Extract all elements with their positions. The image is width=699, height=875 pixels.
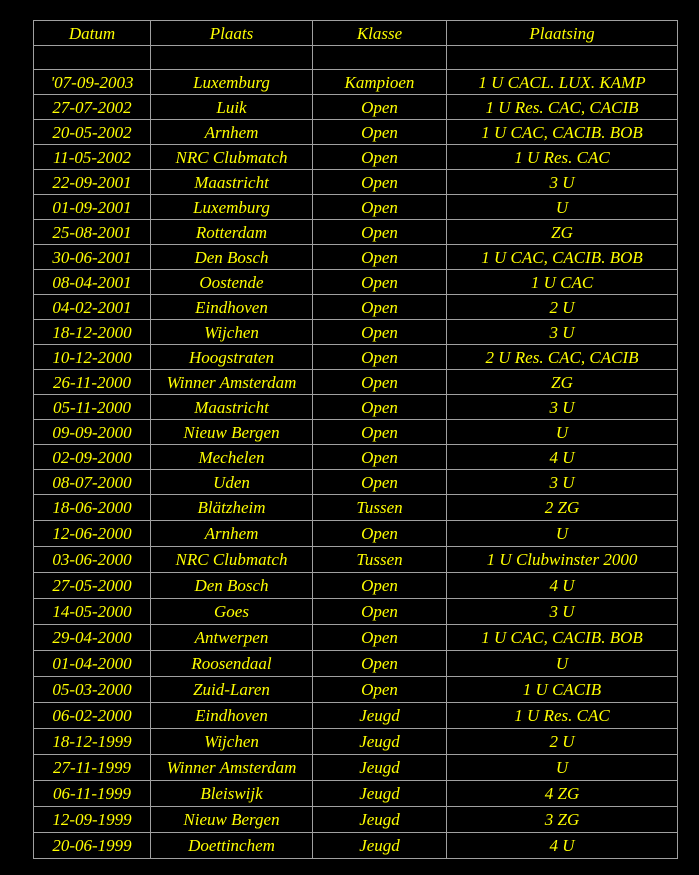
date-cell: 03-06-2000 — [34, 547, 151, 573]
placement-cell: 1 U Res. CAC — [447, 703, 678, 729]
date-cell: 26-11-2000 — [34, 370, 151, 395]
class-cell: Jeugd — [313, 781, 447, 807]
table-row — [34, 495, 678, 521]
placement-cell: 3 U — [447, 170, 678, 195]
date-cell: 14-05-2000 — [34, 599, 151, 625]
table-row — [34, 755, 678, 781]
place-cell: Wijchen — [151, 320, 313, 345]
class-cell: Open — [313, 195, 447, 220]
place-cell: Blätzheim — [151, 495, 313, 521]
place-cell: Eindhoven — [151, 295, 313, 320]
placement-cell: 2 ZG — [447, 495, 678, 521]
empty-cell — [34, 46, 151, 70]
placement-cell: 3 ZG — [447, 807, 678, 833]
empty-cell — [447, 46, 678, 70]
place-cell: Hoogstraten — [151, 345, 313, 370]
table-row — [34, 120, 678, 145]
place-cell: Uden — [151, 470, 313, 495]
placement-cell: 1 U Res. CAC, CACIB — [447, 95, 678, 120]
place-cell: Den Bosch — [151, 245, 313, 270]
date-cell: 12-06-2000 — [34, 521, 151, 547]
class-cell: Open — [313, 470, 447, 495]
class-cell: Open — [313, 677, 447, 703]
results-body — [34, 46, 678, 859]
class-cell: Tussen — [313, 495, 447, 521]
table-row — [34, 70, 678, 95]
class-cell: Open — [313, 95, 447, 120]
placement-cell: 3 U — [447, 470, 678, 495]
place-cell: Nieuw Bergen — [151, 807, 313, 833]
class-cell: Open — [313, 220, 447, 245]
date-cell: 29-04-2000 — [34, 625, 151, 651]
header-datum: Datum — [34, 21, 151, 46]
placement-cell: U — [447, 521, 678, 547]
place-cell: Goes — [151, 599, 313, 625]
place-cell: Rotterdam — [151, 220, 313, 245]
header-plaats: Plaats — [151, 21, 313, 46]
class-cell: Open — [313, 270, 447, 295]
table-row — [34, 677, 678, 703]
placement-cell: 4 U — [447, 445, 678, 470]
placement-cell: 1 U CAC, CACIB. BOB — [447, 625, 678, 651]
table-row — [34, 370, 678, 395]
date-cell: 08-07-2000 — [34, 470, 151, 495]
table-row — [34, 420, 678, 445]
placement-cell: 2 U — [447, 729, 678, 755]
class-cell: Open — [313, 420, 447, 445]
header-row — [34, 21, 678, 46]
table-row — [34, 547, 678, 573]
table-row — [34, 345, 678, 370]
table-row — [34, 170, 678, 195]
class-cell: Open — [313, 345, 447, 370]
date-cell: 18-06-2000 — [34, 495, 151, 521]
table-row — [34, 703, 678, 729]
place-cell: Doettinchem — [151, 833, 313, 859]
show-results-table — [33, 20, 678, 859]
place-cell: Arnhem — [151, 521, 313, 547]
place-cell: Den Bosch — [151, 573, 313, 599]
place-cell: NRC Clubmatch — [151, 145, 313, 170]
date-cell: 10-12-2000 — [34, 345, 151, 370]
class-cell: Open — [313, 651, 447, 677]
table-row — [34, 445, 678, 470]
table-row — [34, 625, 678, 651]
date-cell: 09-09-2000 — [34, 420, 151, 445]
table-row — [34, 651, 678, 677]
date-cell: 04-02-2001 — [34, 295, 151, 320]
table-row — [34, 470, 678, 495]
date-cell: 22-09-2001 — [34, 170, 151, 195]
class-cell: Jeugd — [313, 729, 447, 755]
date-cell: 01-09-2001 — [34, 195, 151, 220]
place-cell: Mechelen — [151, 445, 313, 470]
class-cell: Open — [313, 625, 447, 651]
table-row — [34, 729, 678, 755]
placement-cell: 1 U CAC, CACIB. BOB — [447, 245, 678, 270]
table-row — [34, 145, 678, 170]
date-cell: 27-05-2000 — [34, 573, 151, 599]
class-cell: Open — [313, 445, 447, 470]
date-cell: 08-04-2001 — [34, 270, 151, 295]
empty-row — [34, 46, 678, 70]
placement-cell: 4 ZG — [447, 781, 678, 807]
empty-cell — [151, 46, 313, 70]
class-cell: Open — [313, 295, 447, 320]
class-cell: Open — [313, 170, 447, 195]
class-cell: Jeugd — [313, 807, 447, 833]
placement-cell: 2 U Res. CAC, CACIB — [447, 345, 678, 370]
table-row — [34, 295, 678, 320]
table-row — [34, 95, 678, 120]
placement-cell: U — [447, 420, 678, 445]
place-cell: Luxemburg — [151, 195, 313, 220]
date-cell: 12-09-1999 — [34, 807, 151, 833]
placement-cell: U — [447, 651, 678, 677]
table-row — [34, 195, 678, 220]
placement-cell: U — [447, 195, 678, 220]
place-cell: Wijchen — [151, 729, 313, 755]
date-cell: 20-05-2002 — [34, 120, 151, 145]
table-row — [34, 521, 678, 547]
table-row — [34, 781, 678, 807]
place-cell: Luxemburg — [151, 70, 313, 95]
place-cell: Eindhoven — [151, 703, 313, 729]
table-row — [34, 395, 678, 420]
table-row — [34, 270, 678, 295]
class-cell: Kampioen — [313, 70, 447, 95]
placement-cell: 3 U — [447, 599, 678, 625]
place-cell: NRC Clubmatch — [151, 547, 313, 573]
class-cell: Open — [313, 599, 447, 625]
class-cell: Open — [313, 245, 447, 270]
place-cell: Roosendaal — [151, 651, 313, 677]
date-cell: 02-09-2000 — [34, 445, 151, 470]
table-row — [34, 807, 678, 833]
class-cell: Open — [313, 370, 447, 395]
place-cell: Bleiswijk — [151, 781, 313, 807]
date-cell: 18-12-2000 — [34, 320, 151, 345]
class-cell: Jeugd — [313, 755, 447, 781]
class-cell: Open — [313, 395, 447, 420]
placement-cell: 1 U CAC, CACIB. BOB — [447, 120, 678, 145]
placement-cell: 1 U Res. CAC — [447, 145, 678, 170]
table-row — [34, 833, 678, 859]
date-cell: 06-02-2000 — [34, 703, 151, 729]
placement-cell: 3 U — [447, 395, 678, 420]
date-cell: 27-11-1999 — [34, 755, 151, 781]
header-plaatsing: Plaatsing — [447, 21, 678, 46]
table-row — [34, 245, 678, 270]
empty-cell — [313, 46, 447, 70]
date-cell: 01-04-2000 — [34, 651, 151, 677]
place-cell: Zuid-Laren — [151, 677, 313, 703]
header-klasse: Klasse — [313, 21, 447, 46]
class-cell: Tussen — [313, 547, 447, 573]
placement-cell: 4 U — [447, 573, 678, 599]
date-cell: 11-05-2002 — [34, 145, 151, 170]
placement-cell: U — [447, 755, 678, 781]
table-row — [34, 599, 678, 625]
date-cell: 06-11-1999 — [34, 781, 151, 807]
placement-cell: 1 U CAC — [447, 270, 678, 295]
place-cell: Maastricht — [151, 170, 313, 195]
date-cell: 30-06-2001 — [34, 245, 151, 270]
date-cell: 05-11-2000 — [34, 395, 151, 420]
date-cell: 20-06-1999 — [34, 833, 151, 859]
class-cell: Jeugd — [313, 833, 447, 859]
place-cell: Arnhem — [151, 120, 313, 145]
placement-cell: 3 U — [447, 320, 678, 345]
class-cell: Open — [313, 573, 447, 599]
placement-cell: ZG — [447, 220, 678, 245]
place-cell: Winner Amsterdam — [151, 755, 313, 781]
class-cell: Open — [313, 521, 447, 547]
table-row — [34, 573, 678, 599]
place-cell: Oostende — [151, 270, 313, 295]
date-cell: 27-07-2002 — [34, 95, 151, 120]
place-cell: Antwerpen — [151, 625, 313, 651]
table-row — [34, 220, 678, 245]
date-cell: 05-03-2000 — [34, 677, 151, 703]
place-cell: Maastricht — [151, 395, 313, 420]
place-cell: Luik — [151, 95, 313, 120]
table-row — [34, 320, 678, 345]
class-cell: Open — [313, 320, 447, 345]
place-cell: Winner Amsterdam — [151, 370, 313, 395]
placement-cell: 1 U CACIB — [447, 677, 678, 703]
placement-cell: 1 U Clubwinster 2000 — [447, 547, 678, 573]
place-cell: Nieuw Bergen — [151, 420, 313, 445]
placement-cell: 1 U CACL. LUX. KAMP — [447, 70, 678, 95]
class-cell: Open — [313, 145, 447, 170]
date-cell: '07-09-2003 — [34, 70, 151, 95]
class-cell: Jeugd — [313, 703, 447, 729]
placement-cell: 2 U — [447, 295, 678, 320]
date-cell: 25-08-2001 — [34, 220, 151, 245]
date-cell: 18-12-1999 — [34, 729, 151, 755]
class-cell: Open — [313, 120, 447, 145]
placement-cell: ZG — [447, 370, 678, 395]
placement-cell: 4 U — [447, 833, 678, 859]
